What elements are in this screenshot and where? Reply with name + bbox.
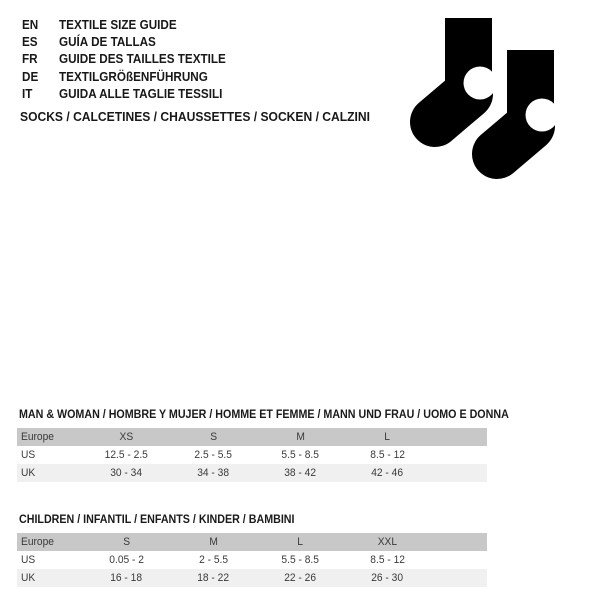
table-header-row — [17, 428, 487, 446]
size-cell: 34 - 38 — [197, 467, 230, 479]
language-code: ES — [22, 34, 38, 50]
region-cell: US — [21, 449, 36, 461]
header-cell-size: M — [296, 431, 305, 443]
table-row-uk — [17, 464, 487, 482]
size-cell-spacer — [431, 446, 487, 464]
category-heading: SOCKS / CALCETINES / CHAUSSETTES / SOCKEN / CALZINI — [20, 109, 370, 124]
size-cell: 5.5 - 8.5 — [281, 449, 320, 461]
region-cell: UK — [21, 467, 36, 479]
size-cell: 8.5 - 12 — [370, 554, 405, 566]
socks-icon — [402, 16, 567, 182]
size-cell: 30 - 34 — [110, 467, 143, 479]
size-cell: 8.5 - 12 — [370, 449, 405, 461]
language-label: GUÍA DE TALLAS — [59, 34, 156, 50]
table-row-uk — [17, 569, 487, 587]
language-code: IT — [22, 85, 33, 101]
header-cell-size: S — [210, 431, 217, 443]
size-cell-spacer — [431, 551, 487, 569]
size-cell: 0.05 - 2 — [109, 554, 144, 566]
table-title-children: CHILDREN / INFANTIL / ENFANTS / KINDER / BAMBINI — [19, 514, 295, 526]
header-cell-size: S — [123, 536, 130, 548]
language-row-de — [22, 68, 244, 85]
language-label: GUIDE DES TAILLES TEXTILE — [59, 51, 226, 67]
header-cell-size: L — [297, 536, 304, 548]
region-cell: UK — [21, 572, 36, 584]
size-cell: 5.5 - 8.5 — [281, 554, 320, 566]
region-cell: US — [21, 554, 36, 566]
language-label: TEXTILGRÖßENFÜHRUNG — [59, 68, 208, 84]
language-label: TEXTILE SIZE GUIDE — [59, 17, 177, 32]
language-row-fr — [22, 50, 244, 67]
size-table-children — [17, 533, 487, 587]
size-cell-spacer — [431, 464, 487, 482]
language-code: DE — [22, 68, 39, 84]
size-cell: 2 - 5.5 — [198, 554, 229, 566]
header-cell-spacer — [431, 533, 487, 551]
table-header-row — [17, 533, 487, 551]
sock-front — [497, 50, 559, 154]
size-cell: 18 - 22 — [197, 572, 230, 584]
size-cell: 16 - 18 — [110, 572, 143, 584]
header-cell-size: XS — [119, 431, 134, 443]
header-cell-region: Europe — [21, 536, 55, 548]
language-row-es — [22, 33, 244, 50]
size-cell: 2.5 - 5.5 — [194, 449, 233, 461]
header-cell-size: L — [384, 431, 391, 443]
language-label: GUIDA ALLE TAGLIE TESSILI — [59, 85, 223, 101]
header-cell-spacer — [431, 428, 487, 446]
language-list — [22, 16, 244, 102]
size-cell-spacer — [431, 569, 487, 587]
language-code: EN — [22, 17, 39, 32]
table-title-adult: MAN & WOMAN / HOMBRE Y MUJER / HOMME ET FEMME / MANN UND FRAU / UOMO E DONNA — [19, 409, 509, 421]
heel-hole-icon — [526, 99, 559, 132]
header-cell-region: Europe — [21, 431, 55, 443]
size-cell: 22 - 26 — [284, 572, 317, 584]
heel-hole-icon — [464, 67, 497, 100]
language-row-en — [22, 16, 244, 33]
size-cell: 38 - 42 — [284, 467, 317, 479]
size-cell: 12.5 - 2.5 — [104, 449, 149, 461]
language-row-it — [22, 85, 244, 102]
header-cell-size: XXL — [377, 536, 398, 548]
size-cell: 42 - 46 — [371, 467, 404, 479]
size-cell: 26 - 30 — [371, 572, 404, 584]
table-row-us — [17, 551, 487, 569]
language-code: FR — [22, 51, 38, 67]
header-cell-size: M — [209, 536, 218, 548]
size-table-adult — [17, 428, 487, 482]
sock-back — [435, 18, 497, 122]
table-row-us — [17, 446, 487, 464]
